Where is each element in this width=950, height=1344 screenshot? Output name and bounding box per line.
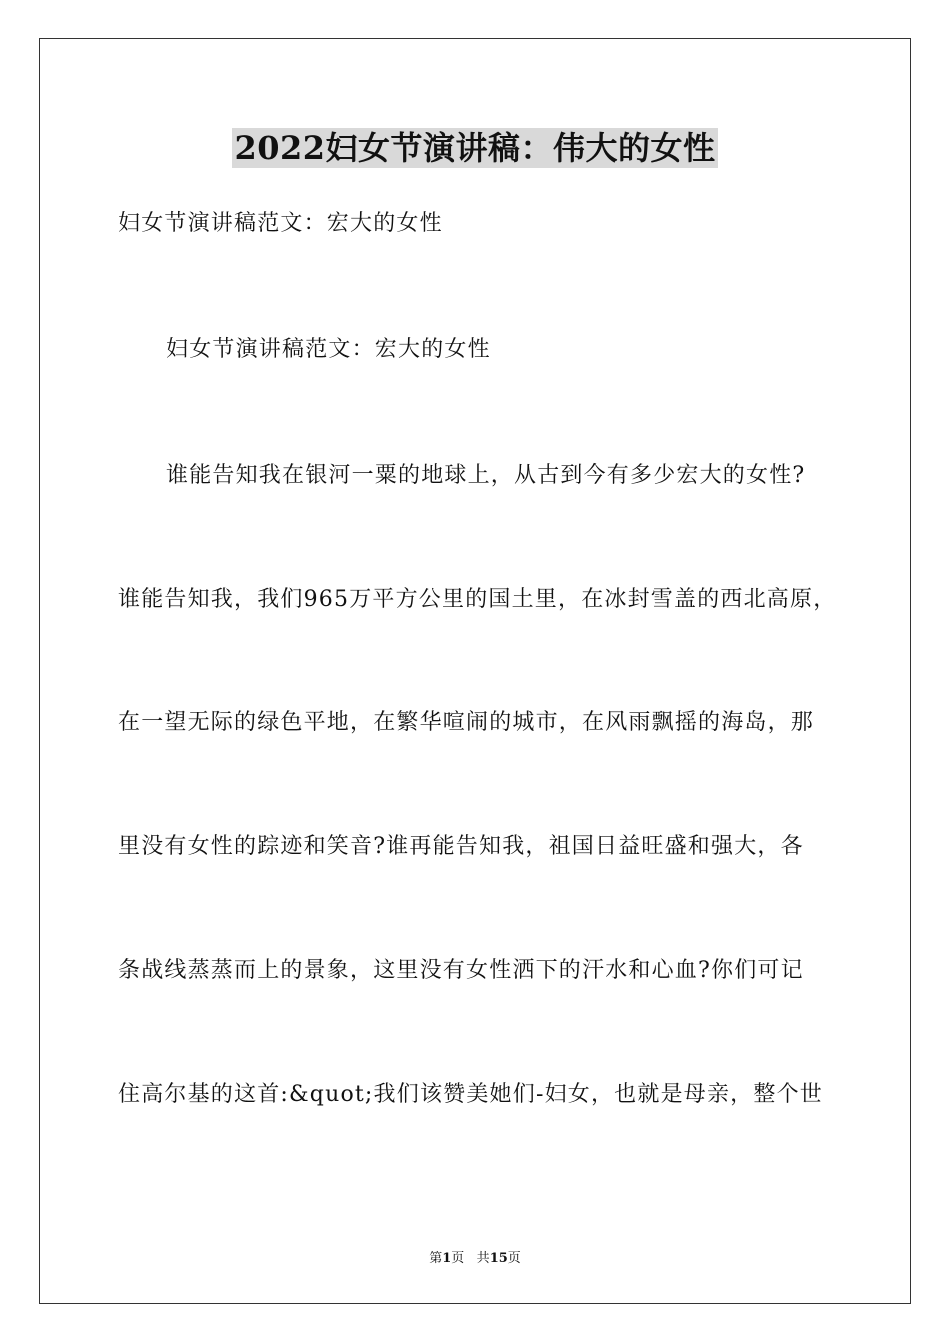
paragraph-line: 妇女节演讲稿范文：宏大的女性 [166,337,491,362]
paragraph-line: 谁能告知我，我们965万平方公里的国土里，在冰封雪盖的西北高原， [118,587,837,612]
footer-page-suffix: 页 [451,1251,465,1266]
paragraph-line: 在一望无际的绿色平地，在繁华喧闹的城市，在风雨飘摇的海岛，那 [118,710,815,735]
footer-total-prefix: 共 [476,1251,490,1266]
paragraph-line: 妇女节演讲稿范文：宏大的女性 [118,211,443,236]
paragraph-line: 住高尔基的这首:&quot;我们该赞美她们-妇女，也就是母亲，整个世 [118,1082,823,1107]
page-footer [0,1247,950,1266]
paragraph-line: 条战线蒸蒸而上的景象，这里没有女性洒下的汗水和心血?你们可记 [118,958,804,983]
footer-page-prefix: 第 [429,1251,443,1266]
footer-page-number: 1 [442,1251,452,1266]
footer-total-suffix: 页 [507,1251,521,1266]
document-title: 2022妇女节演讲稿：伟大的女性 [234,129,716,167]
title-container [0,128,950,168]
paragraph-line: 谁能告知我在银河一粟的地球上，从古到今有多少宏大的女性? [166,463,806,488]
footer-total-pages: 15 [489,1251,508,1266]
paragraph-line: 里没有女性的踪迹和笑音?谁再能告知我，祖国日益旺盛和强大，各 [118,834,804,859]
